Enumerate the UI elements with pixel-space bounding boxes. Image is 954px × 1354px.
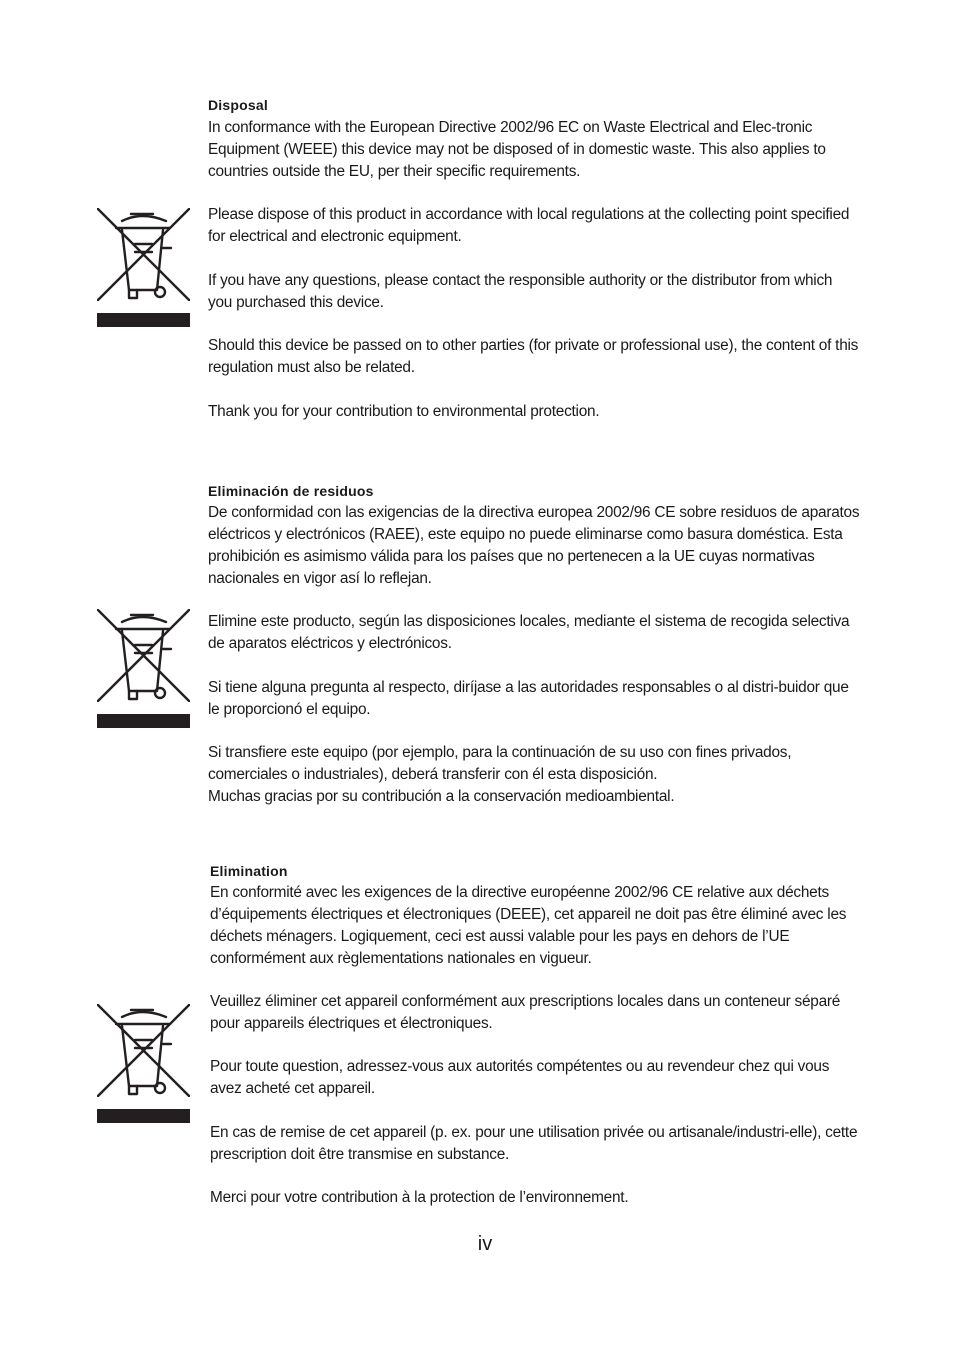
elimination-paragraph-2: Veuillez éliminer cet appareil conformément aux prescriptions locales dans un conteneur séparé pour appareils électriques et électroniques.	[210, 993, 841, 1032]
weee-underline-bar	[97, 714, 190, 728]
elimination-paragraph-1: En conformité avec les exigences de la directive européenne 2002/96 CE relative aux déchets d’équipements électriques et électroniques (DEEE), cet appareil ne doit pas être éliminé avec les déchets ménagers. Logiquement, ceci est aussi valable pour les pays en dehors de l’UE conformément aux règlementations nationales en vigueur.	[210, 884, 847, 967]
disposal-paragraph-2: Please dispose of this product in accordance with local regulations at the collecting point specified for electrical and electronic equipment.	[208, 206, 850, 245]
disposal-paragraph-4: Should this device be passed on to other parties (for private or professional use), the content of this regulation must also be related.	[208, 337, 859, 376]
section-heading-elimination: Elimination	[210, 863, 288, 879]
elimination-paragraph-5: Merci pour votre contribution à la protection de l’environnement.	[210, 1189, 629, 1206]
weee-crossed-bin-icon	[97, 609, 190, 702]
page-number: iv	[477, 1233, 493, 1255]
section-heading-eliminacion: Eliminación de residuos	[208, 483, 374, 499]
eliminacion-paragraph-3: Si tiene alguna pregunta al respecto, diríjase a las autoridades responsables o al distri-buidor que le proporcionó el equipo.	[208, 679, 849, 718]
disposal-paragraph-1: In conformance with the European Directive 2002/96 EC on Waste Electrical and Elec-tronic Equipment (WEEE) this device may not be disposed of in domestic waste. This also applies to countries outside the EU, per their specific requirements.	[208, 119, 826, 180]
weee-symbol-elimination	[97, 1004, 190, 1124]
weee-crossed-bin-icon	[97, 1004, 190, 1097]
disposal-paragraph-5: Thank you for your contribution to environmental protection.	[208, 403, 600, 420]
disposal-paragraph-3: If you have any questions, please contact the responsible authority or the distributor from which you purchased this device.	[208, 272, 833, 311]
eliminacion-paragraph-4: Si transfiere este equipo (por ejemplo, para la continuación de su uso con fines privados, comerciales o industriales), deberá transferir con él esta disposición. Muchas gracias por su contribución a la conservación medioambiental.	[208, 744, 792, 805]
elimination-paragraph-4: En cas de remise de cet appareil (p. ex. pour une utilisation privée ou artisanale/industri-elle), cette prescription doit être transmise en substance.	[210, 1124, 858, 1163]
weee-underline-bar	[97, 313, 190, 327]
weee-crossed-bin-icon	[97, 208, 190, 301]
eliminacion-paragraph-2: Elimine este producto, según las disposiciones locales, mediante el sistema de recogida selectiva de aparatos eléctricos y electrónicos.	[208, 613, 850, 652]
weee-symbol-eliminacion	[97, 609, 190, 729]
elimination-paragraph-3: Pour toute question, adressez-vous aux autorités compétentes ou au revendeur chez qui vous avez acheté cet appareil.	[210, 1058, 830, 1097]
weee-underline-bar	[97, 1109, 190, 1123]
eliminacion-paragraph-1: De conformidad con las exigencias de la directiva europea 2002/96 CE sobre residuos de aparatos eléctricos y electrónicos (RAEE), este equipo no puede eliminarse como basura doméstica. Esta prohibición es asimismo válida para los países que no pertenecen a la UE cuyas normativas nacionales en vigor así lo reflejan.	[208, 504, 860, 587]
section-heading-disposal: Disposal	[208, 97, 268, 113]
weee-symbol-disposal	[97, 208, 190, 328]
